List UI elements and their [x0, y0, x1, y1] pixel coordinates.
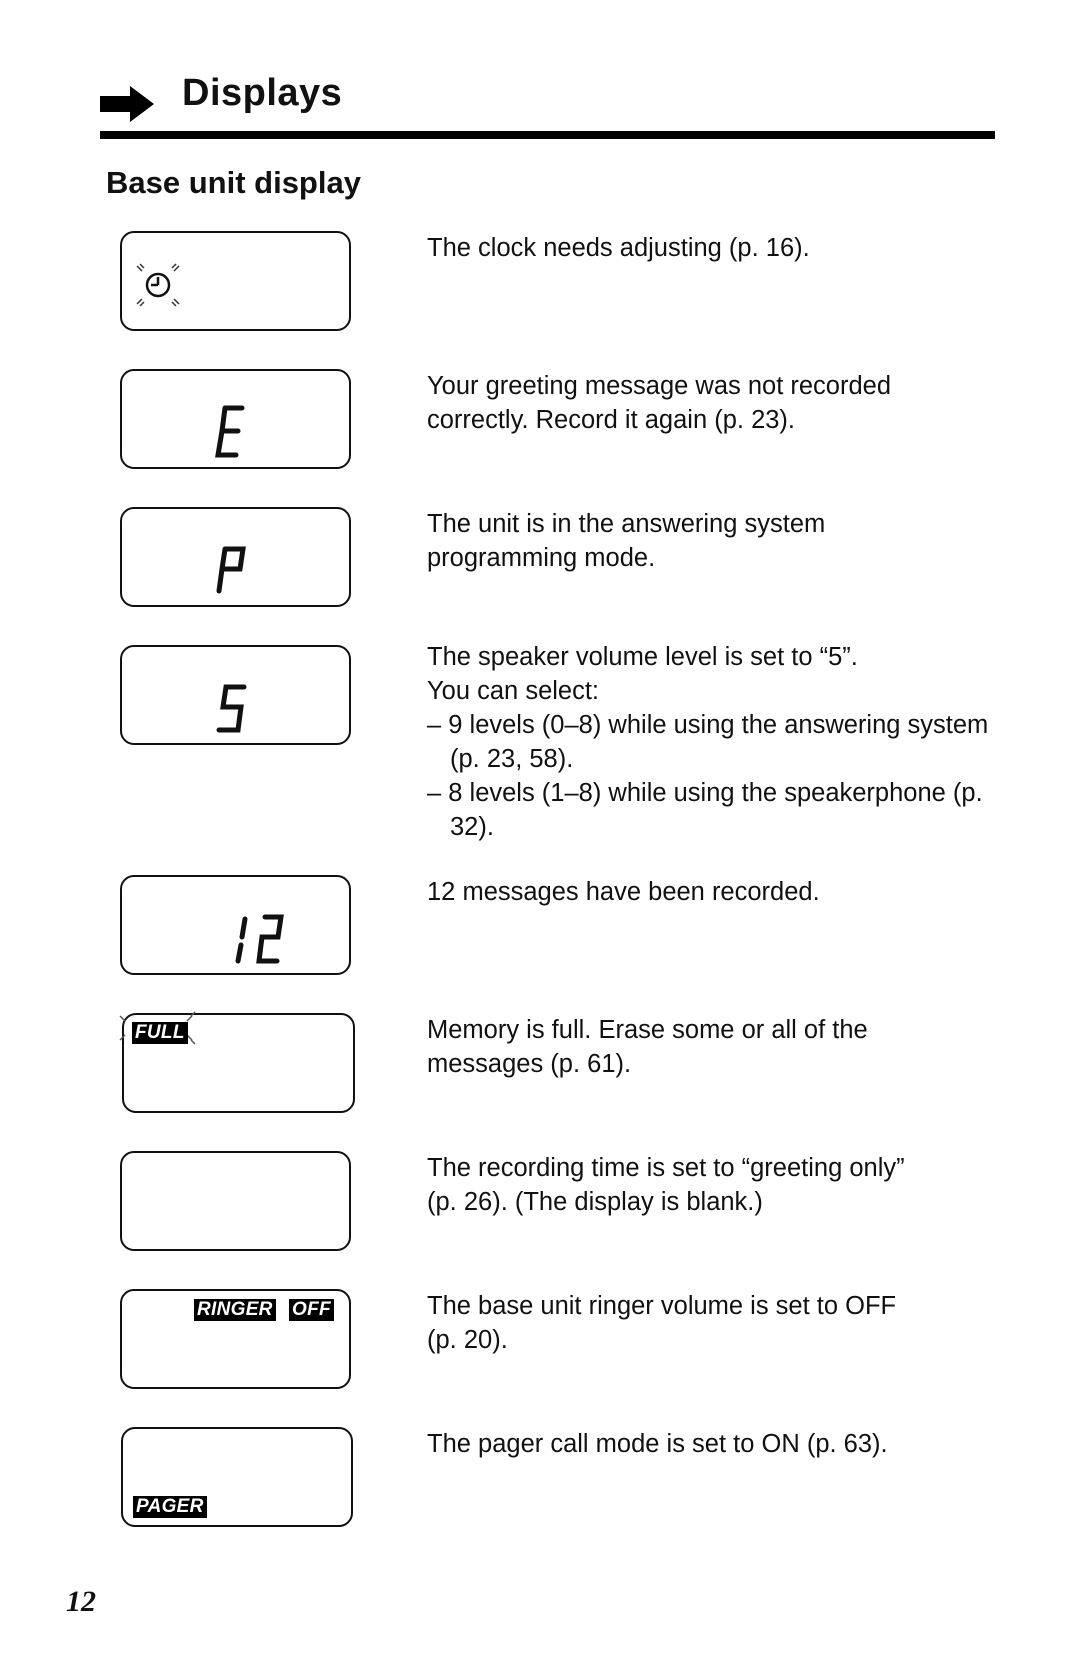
description-line: The clock needs adjusting (p. 16).: [427, 234, 810, 262]
description-line: The base unit ringer volume is set to OFF: [427, 1292, 897, 1320]
lcd-display: [120, 231, 351, 331]
description-line: Memory is full. Erase some or all of the: [427, 1016, 868, 1044]
description-line: Your greeting message was not recorded: [427, 372, 892, 400]
description: [427, 1289, 1007, 1357]
description-line: correctly. Record it again (p. 23).: [427, 406, 796, 434]
segment-digits-12: [122, 877, 353, 977]
description-line: 12 messages have been recorded.: [427, 878, 820, 906]
ringer-indicator: RINGER: [194, 1299, 276, 1321]
lcd-display: [120, 645, 351, 745]
clock-icon: [122, 233, 353, 333]
list-item: – 8 levels (1–8) while using the speakerphone (p. 32).: [427, 779, 983, 841]
lcd-display: [120, 507, 351, 607]
lcd-display: [120, 1151, 351, 1251]
header-rule: [100, 131, 995, 139]
lcd-display: [122, 1013, 355, 1113]
description-line: programming mode.: [427, 544, 656, 572]
description-line: (p. 26). (The display is blank.): [427, 1188, 763, 1216]
description: [427, 231, 1007, 265]
full-indicator: FULL: [132, 1022, 188, 1044]
description: [427, 369, 1007, 437]
off-indicator: OFF: [289, 1299, 334, 1321]
description-line: The speaker volume level is set to “5”.: [427, 643, 858, 671]
lcd-display: [120, 875, 351, 975]
arrow-right-icon: [100, 84, 156, 124]
page-title: Displays: [182, 72, 343, 114]
lcd-display: [121, 1427, 353, 1527]
description: [427, 1013, 1007, 1081]
description: [427, 640, 1007, 844]
segment-digit-p: [122, 509, 353, 609]
description: [427, 875, 1007, 909]
segment-digit-e: [122, 371, 353, 471]
section-title: Base unit display: [106, 165, 361, 200]
page-number: 12: [66, 1585, 96, 1618]
pager-indicator: PAGER: [133, 1496, 207, 1518]
description-line: The unit is in the answering system: [427, 510, 826, 538]
description-line: (p. 20).: [427, 1326, 508, 1354]
description-line: You can select:: [427, 677, 600, 705]
lcd-display: [120, 369, 351, 469]
segment-digit-5: [122, 647, 353, 747]
description: [427, 1151, 1007, 1219]
description: [427, 1427, 1007, 1461]
page-header: [100, 68, 995, 128]
description-line: The recording time is set to “greeting only”: [427, 1154, 905, 1182]
list-item: – 9 levels (0–8) while using the answering system (p. 23, 58).: [427, 711, 989, 773]
lcd-display: [120, 1289, 351, 1389]
description-line: messages (p. 61).: [427, 1050, 632, 1078]
description: [427, 507, 1007, 575]
description-line: The pager call mode is set to ON (p. 63).: [427, 1430, 888, 1458]
